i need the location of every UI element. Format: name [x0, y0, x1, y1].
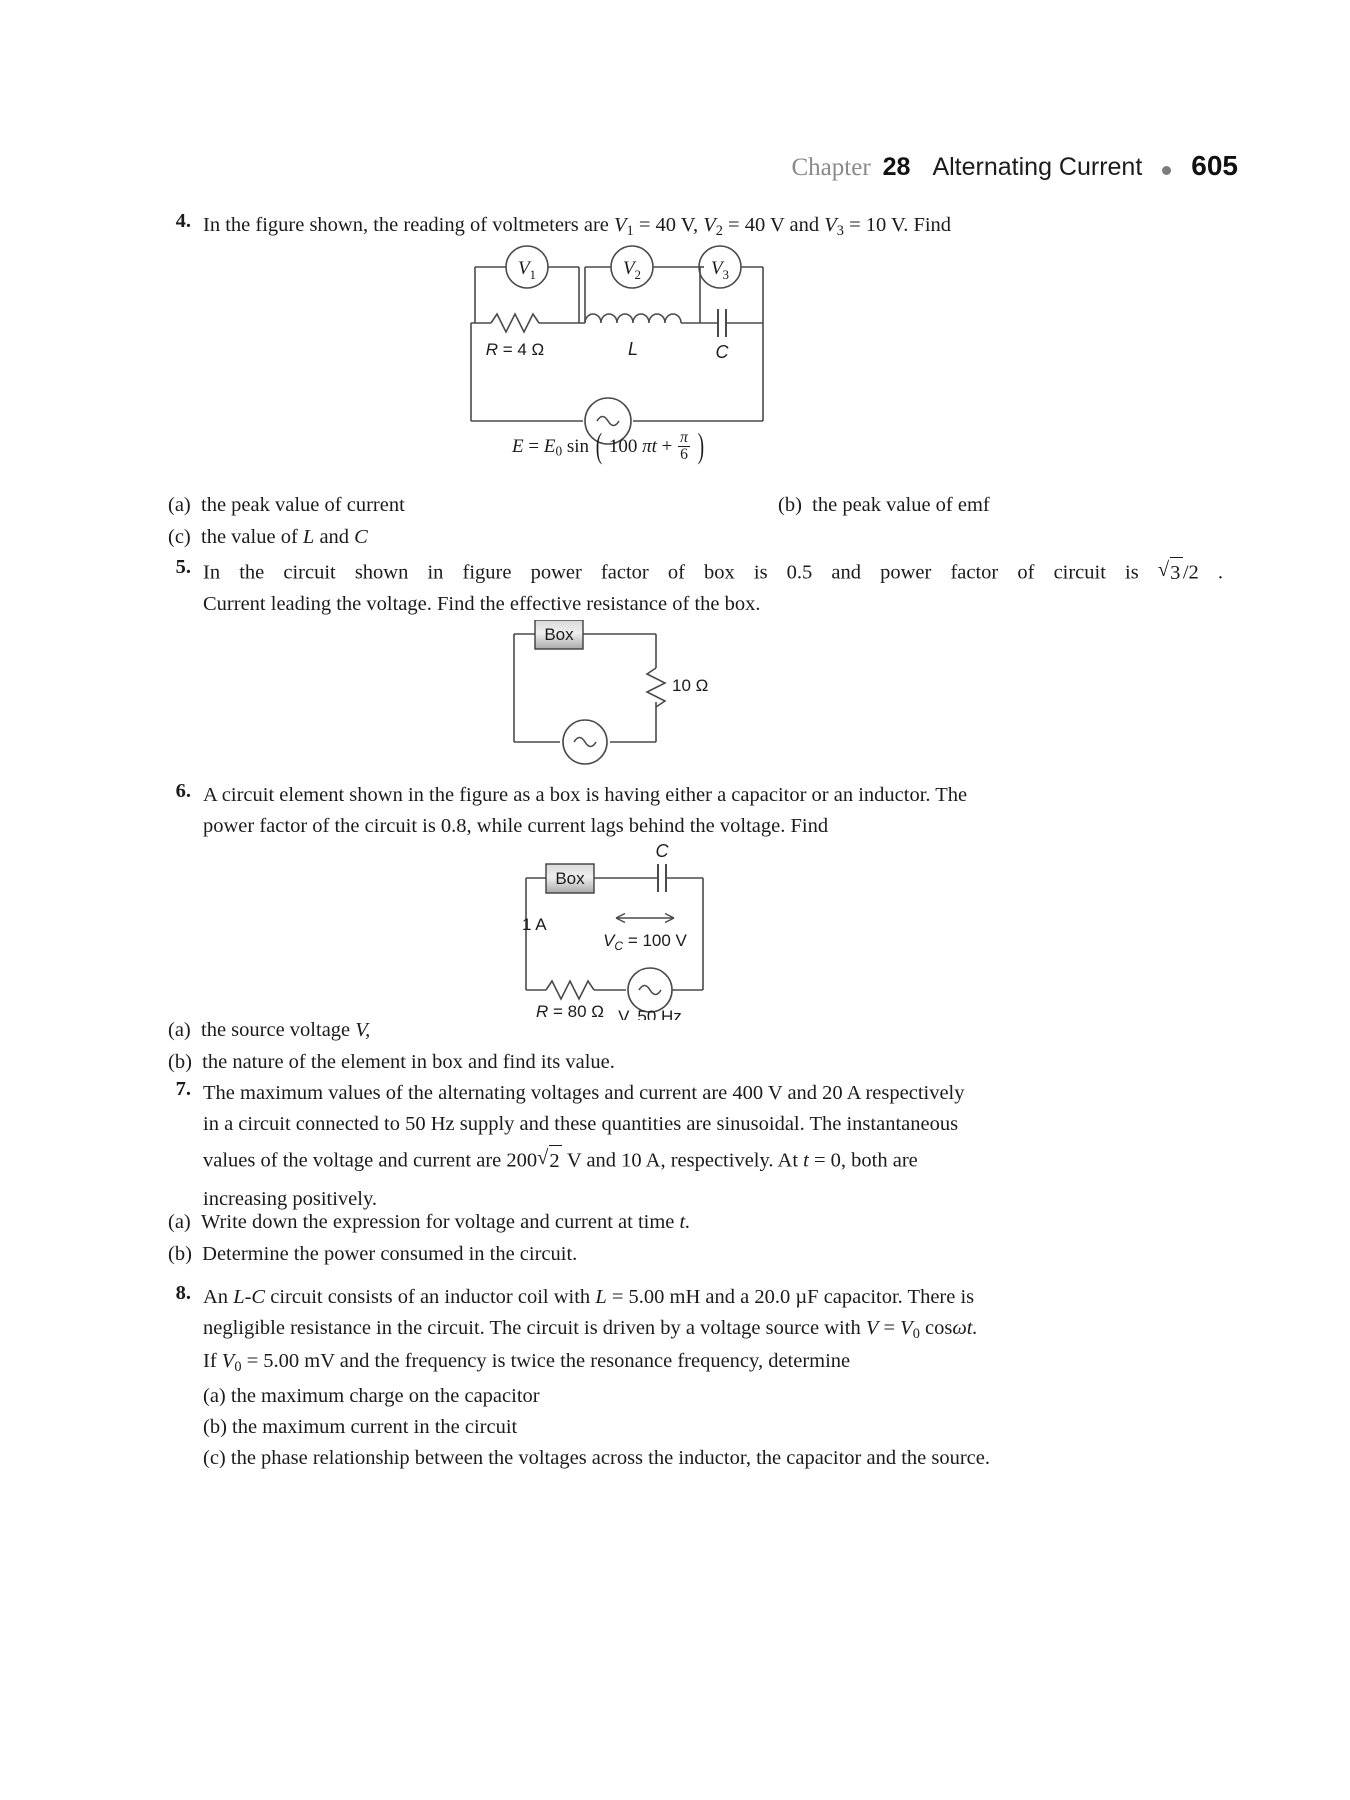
vc-label-6: $V_C = 100$ V: [603, 931, 687, 953]
p4-v3-val: = 10 V. Find: [843, 214, 952, 236]
problem-5-line2: Current leading the voltage. Find the effective resistance of the box.: [203, 592, 761, 615]
p4-v3-sub: 3: [836, 223, 844, 240]
problem-6-line1: A circuit element shown in the figure as a box is having either a capacitor or an inductor. The: [203, 784, 968, 806]
p4-v2-val: = 40 V and: [722, 214, 825, 236]
problem-5-number: 5.: [175, 556, 191, 578]
page-number: 605: [1191, 150, 1238, 181]
part-b-text: the peak value of emf: [812, 494, 990, 516]
problem-8-number: 8.: [175, 1282, 191, 1304]
problem-5-circuit-figure: [500, 620, 780, 775]
problem-7-text: [203, 1078, 1225, 1215]
problem-8-line3: If V0 = 5.00 mV and the frequency is twice the resonance frequency, determine: [203, 1349, 851, 1375]
box-label-5: Box: [544, 625, 574, 644]
p8-part-b-text: the maximum current in the circuit: [232, 1415, 518, 1438]
part-c-tag: (c): [168, 525, 191, 548]
p4-v1-sub: 1: [626, 223, 634, 240]
problem-4-part-c: (c) the value of L and C: [168, 525, 368, 548]
problem-6-circuit-figure: [498, 840, 818, 1025]
problem-7-line2: in a circuit connected to 50 Hz supply and these quantities are sinusoidal. The instantaneous: [203, 1113, 959, 1136]
p4-src-E: E: [512, 436, 524, 458]
problem-6: [155, 780, 1225, 842]
header-chapter-title: Alternating Current: [932, 153, 1143, 181]
p7-part-b-tag: (b): [168, 1242, 192, 1265]
p7-part-b-text: Determine the power consumed in the circuit.: [202, 1242, 578, 1265]
p8-part-b-tag: (b): [203, 1415, 227, 1438]
problem-7-sqrt: √ 2: [537, 1144, 562, 1177]
circuit-diagram-5: [500, 620, 780, 770]
problem-5-text: [203, 556, 1223, 620]
p4-v2-sub: 2: [715, 223, 723, 240]
p6-part-a-tag: (a): [168, 1019, 191, 1041]
problem-6-part-a: (a) the source voltage V,: [168, 1015, 1218, 1047]
p8-part-c-text: the phase relationship between the voltages across the inductor, the capacitor and the source.: [230, 1447, 991, 1470]
problem-4-stem: In the figure shown, the reading of voltmeters are: [203, 214, 615, 236]
p8-part-c-tag: (c): [203, 1447, 226, 1470]
p4-v3-sym: V: [824, 214, 837, 236]
capacitor-label-4: C: [715, 342, 729, 362]
inductor-label-4: L: [627, 339, 639, 359]
problem-7: [155, 1078, 1225, 1215]
problem-6-line2: power factor of the circuit is 0.8, while current lags behind the voltage. Find: [203, 815, 829, 838]
header-chapter-word: Chapter: [791, 154, 871, 181]
problem-8-line1: An L-C circuit consists of an inductor coil with L = 5.00 mH and a 20.0 µF capacitor. There is: [203, 1286, 975, 1308]
problem-7-line3b: V and 10 A, respectively. At t = 0, both are: [562, 1149, 918, 1172]
problem-7-line3a: values of the voltage and current are 200: [203, 1149, 538, 1172]
problem-7-parts: [168, 1207, 1218, 1271]
problem-7-part-a: (a) Write down the expression for voltage and current at time t.: [168, 1207, 1218, 1239]
resistor-label-4: R = 4 Ω: [485, 340, 545, 359]
box-label-6: Box: [555, 869, 585, 888]
problem-5-line1: In the circuit shown in figure power factor of box is 0.5 and power factor of circuit is: [203, 561, 1158, 584]
p6-part-b-tag: (b): [168, 1050, 192, 1073]
problem-5: [155, 556, 1225, 620]
p7-part-a-tag: (a): [168, 1211, 191, 1233]
problem-8-part-b: [203, 1412, 1225, 1443]
resistor-label-5: 10 Ω: [672, 676, 709, 695]
problem-7-line4: increasing positively.: [203, 1188, 378, 1211]
voltmeter-1-label: $V_1$: [517, 258, 537, 282]
part-a-tag: (a): [168, 494, 191, 516]
p6-part-b-text: the nature of the element in box and find its value.: [202, 1050, 615, 1073]
p8-part-a-tag: (a): [203, 1384, 226, 1407]
current-label-6: 1 A: [522, 915, 547, 934]
p4-v1-sym: V: [614, 214, 627, 236]
voltmeter-3-label: $V_3$: [710, 258, 730, 282]
p4-phase-fraction: $\frac{\pi}{6}$: [680, 429, 688, 464]
problem-6-text: [203, 780, 1223, 842]
problem-4-parts: [168, 490, 1218, 554]
voltmeter-2-label: $V_2$: [622, 258, 642, 282]
header-bullet-icon: [1162, 166, 1171, 175]
part-a-text: the peak value of current: [201, 494, 405, 516]
problem-5-after-sqrt: /2 .: [1182, 561, 1223, 584]
page-header: [792, 150, 1239, 182]
problem-4-part-b: [778, 490, 990, 522]
problem-7-line1: The maximum values of the alternating voltages and current are 400 V and 20 A respectively: [203, 1082, 965, 1104]
problem-8-part-a: [203, 1381, 1225, 1412]
resistor-label-6: R = 80 Ω: [536, 1002, 604, 1020]
part-b-tag: (b): [778, 494, 802, 516]
capacitor-label-6: C: [655, 841, 669, 861]
p4-v2-sym: V: [703, 214, 716, 236]
problem-4-text: [203, 210, 951, 243]
problem-8: [155, 1282, 1225, 1474]
problem-5-sqrt: √ 3: [1158, 556, 1183, 589]
problem-8-text: [203, 1282, 1225, 1474]
problem-8-line2: negligible resistance in the circuit. The circuit is driven by a voltage source with V = V0 cosωt.: [203, 1317, 978, 1343]
problem-7-number: 7.: [175, 1078, 191, 1100]
source-label-6: V, 50 Hz: [618, 1007, 682, 1020]
problem-6-part-b: [168, 1047, 1218, 1079]
circuit-diagram-6: [498, 840, 818, 1020]
problem-4-number: 4.: [175, 210, 191, 232]
problem-4-source-equation: E = E0 sin ( 100 πt + $\frac{\pi}{6}$ ): [512, 427, 705, 467]
p4-v1-val: = 40 V,: [633, 214, 699, 236]
problem-4: [155, 210, 1215, 243]
problem-6-parts: [168, 1015, 1218, 1079]
problem-6-number: 6.: [175, 780, 191, 802]
p8-part-a-text: the maximum charge on the capacitor: [230, 1384, 540, 1407]
problem-4-part-a: [168, 490, 608, 522]
problem-8-part-c: [203, 1443, 1225, 1474]
header-chapter-number: 28: [882, 153, 911, 181]
problem-7-part-b: [168, 1239, 1218, 1271]
